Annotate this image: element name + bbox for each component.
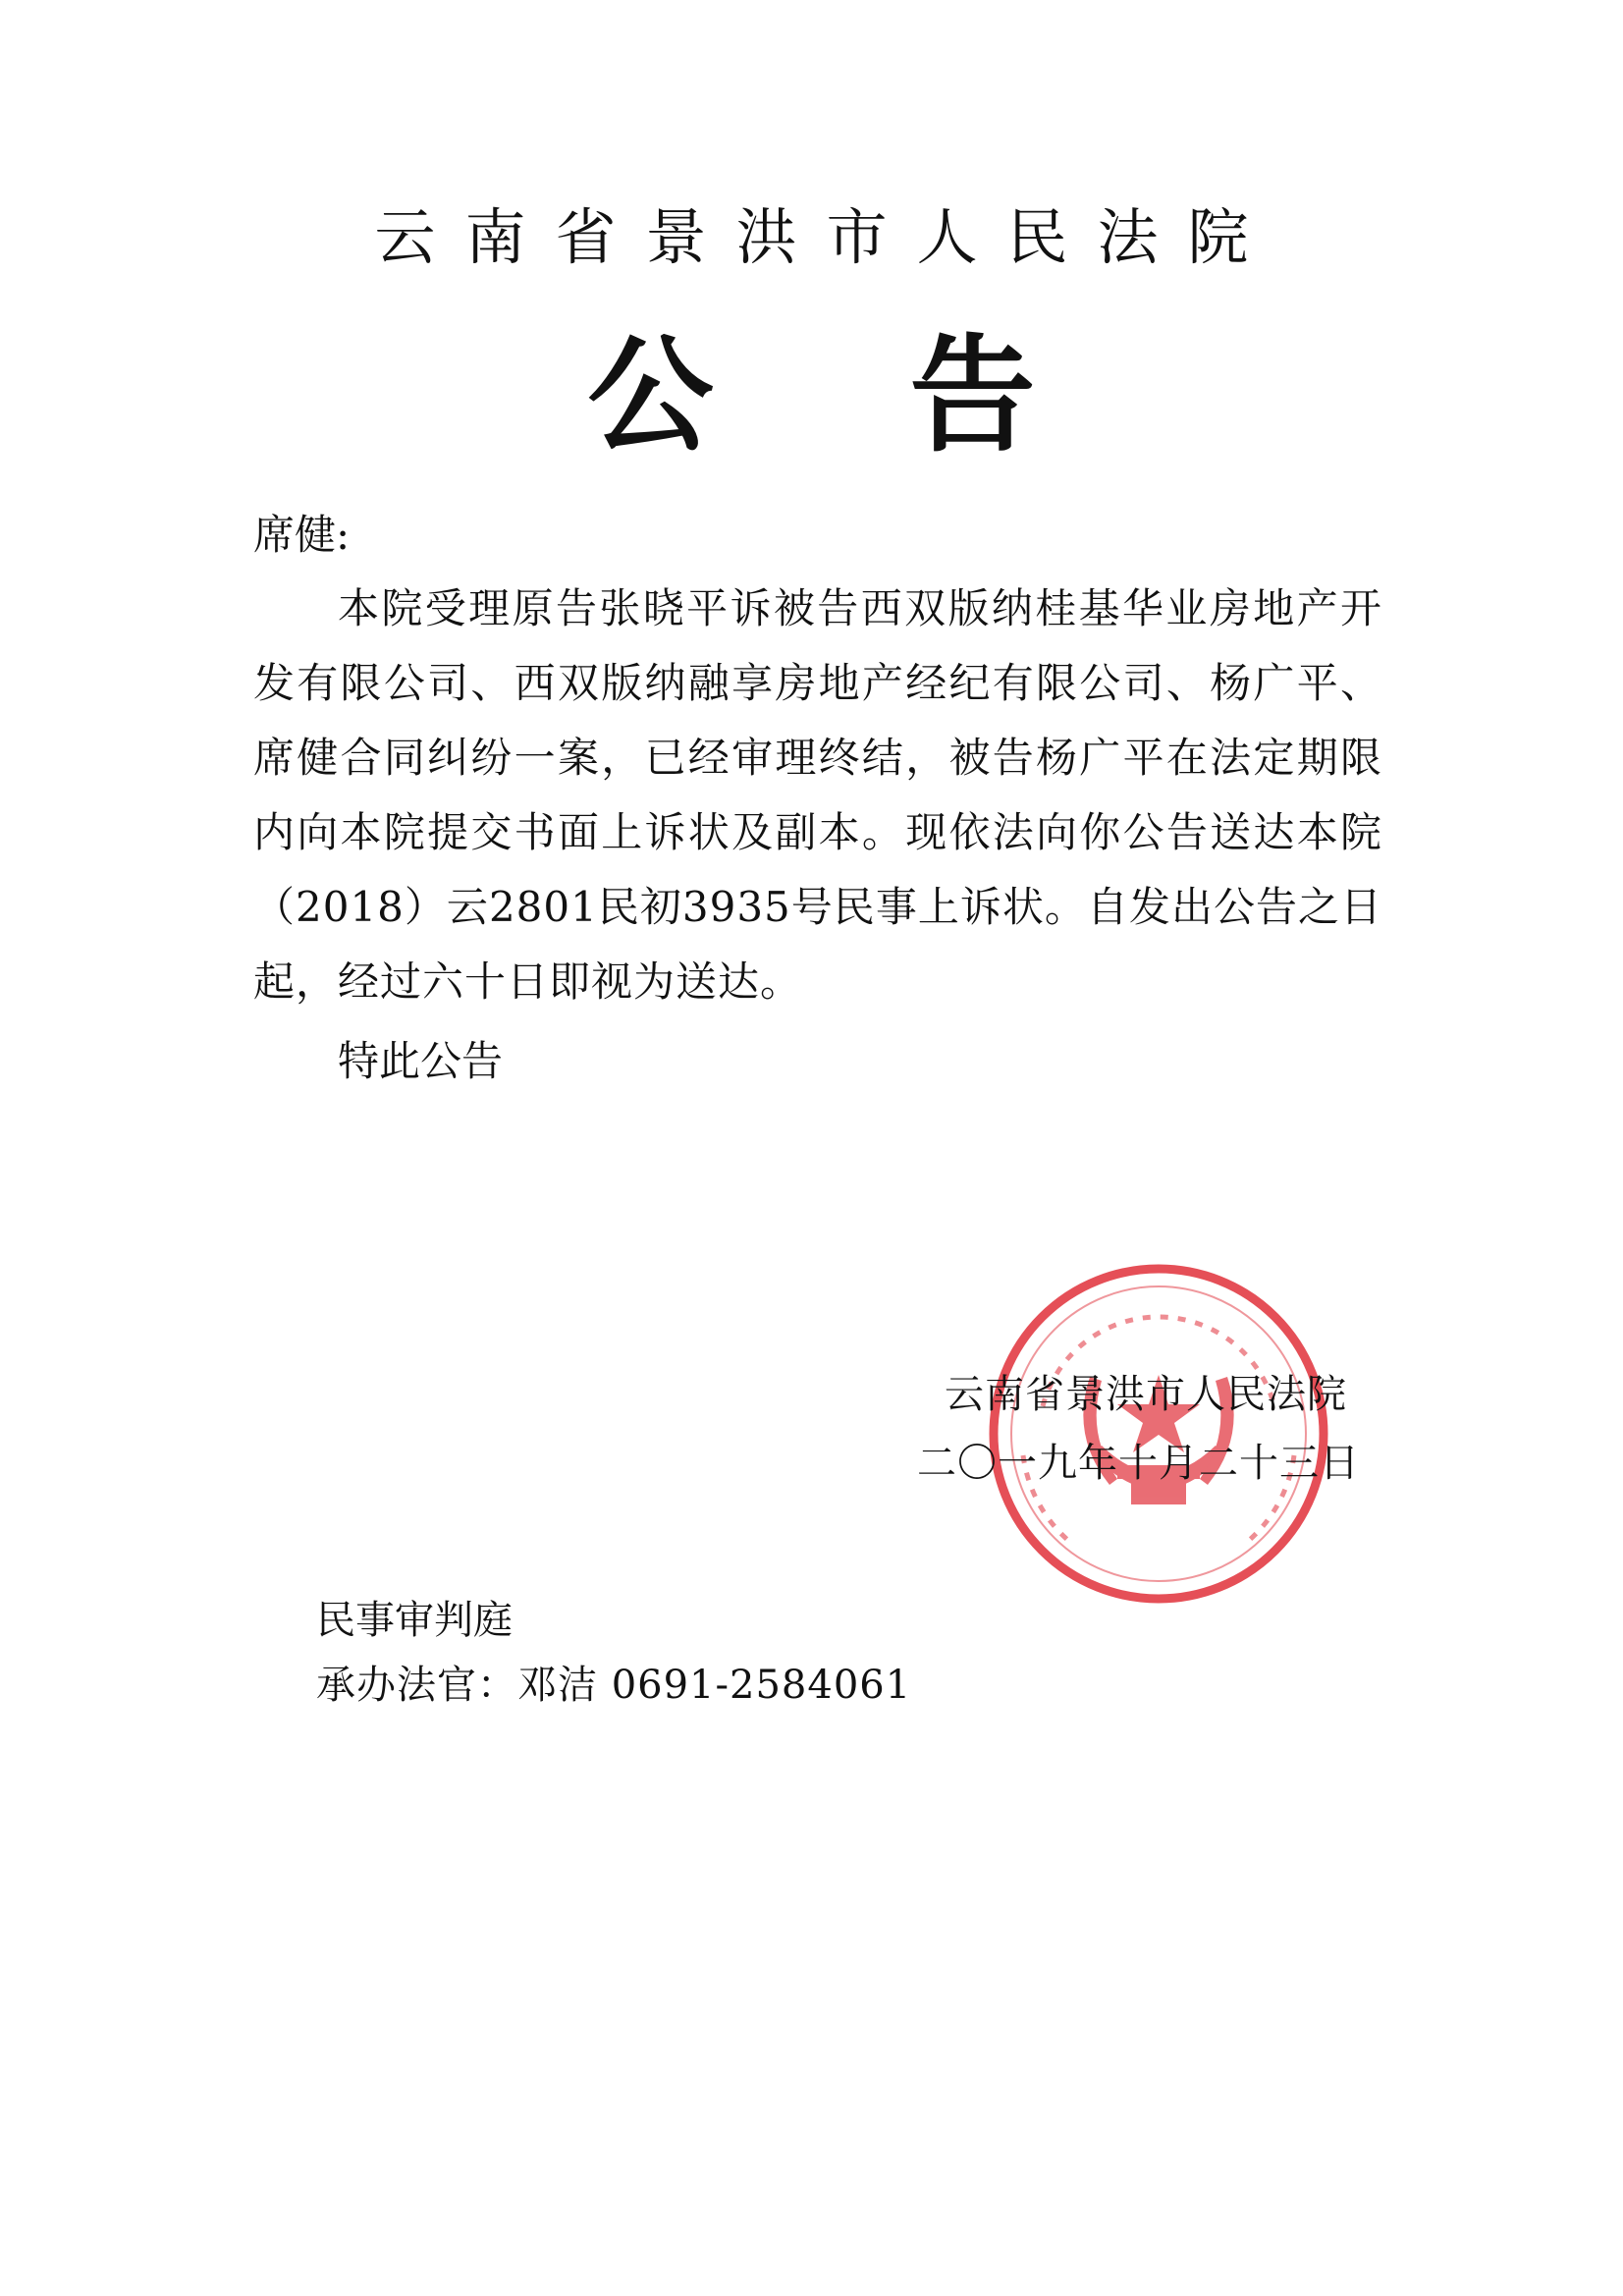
department-name: 民事审判庭	[316, 1598, 513, 1643]
judge-contact: 承办法官：邓洁 0691-2584061	[316, 1663, 912, 1708]
court-name-heading: 云南省景洪市人民法院	[374, 201, 1278, 273]
signature-date: 二〇一九年十月二十三日	[917, 1441, 1360, 1486]
addressee: 席健:	[253, 511, 351, 559]
notice-title: 公告	[587, 322, 1232, 469]
closing-phrase: 特此公告	[338, 1037, 504, 1085]
signature-court: 云南省景洪市人民法院	[945, 1372, 1347, 1417]
notice-body-paragraph: 本院受理原告张晓平诉被告西双版纳桂基华业房地产开发有限公司、西双版纳融享房地产经纪有限公司、杨广平、席健合同纠纷一案，已经审理终结，被告杨广平在法定期限内向本院提交书面上诉状及副本。现依法向你公告送达本院（2018）云2801民初3935号民事上诉状。自发出公告之日起，经过六十日即视为送达。	[253, 584, 1382, 1006]
